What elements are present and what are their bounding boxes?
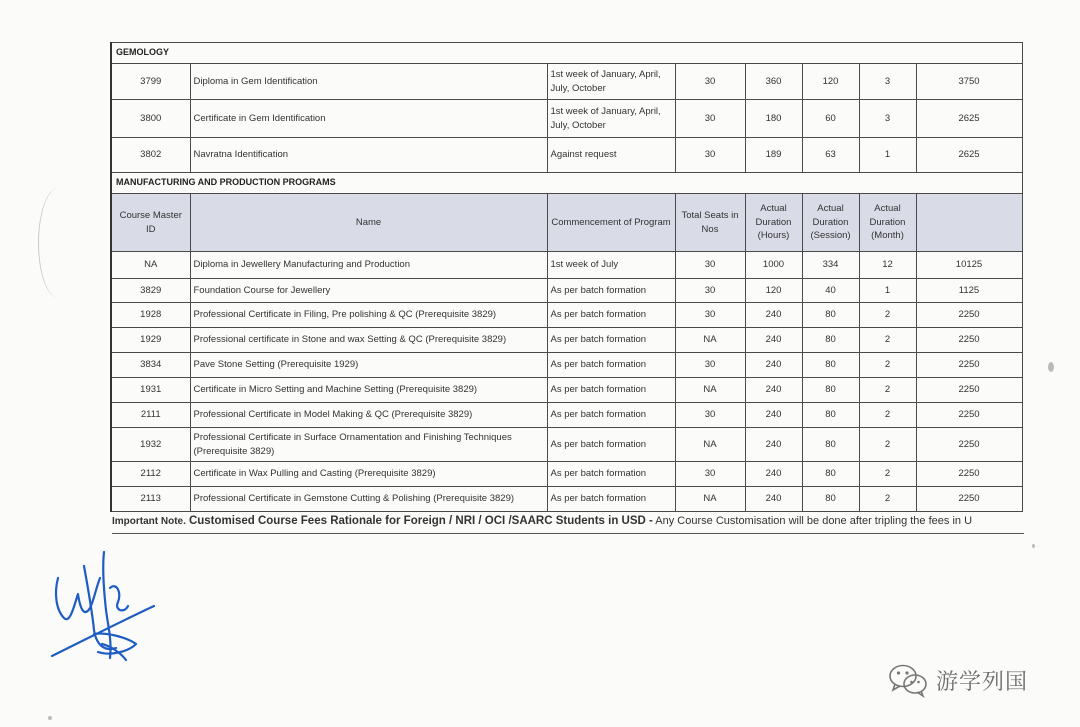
section-row-manufacturing xyxy=(111,173,1022,194)
cell-months: 2 xyxy=(859,462,916,487)
cell-commencement: Against request xyxy=(547,138,675,173)
watermark xyxy=(888,660,1028,700)
wechat-icon xyxy=(888,662,928,698)
table-row xyxy=(111,252,1022,279)
cell-id: 3799 xyxy=(111,64,190,100)
cell-seats: 30 xyxy=(675,252,745,279)
cell-sessions: 80 xyxy=(802,303,859,328)
cell-fee: 2250 xyxy=(916,403,1022,428)
cell-hours: 240 xyxy=(745,328,802,353)
cell-months: 2 xyxy=(859,328,916,353)
cell-fee: 2250 xyxy=(916,328,1022,353)
cell-sessions: 120 xyxy=(802,64,859,100)
table-row xyxy=(111,328,1022,353)
cell-id: 3829 xyxy=(111,279,190,303)
header-hours: Actual Duration (Hours) xyxy=(745,194,802,252)
cell-id: 1931 xyxy=(111,378,190,403)
cell-sessions: 80 xyxy=(802,328,859,353)
cell-id: 3800 xyxy=(111,100,190,138)
watermark-text: 游学列国 xyxy=(936,669,1029,695)
cell-seats: 30 xyxy=(675,303,745,328)
cell-fee: 1125 xyxy=(916,279,1022,303)
cell-seats: 30 xyxy=(675,100,745,138)
table-row xyxy=(111,303,1022,328)
cell-seats: NA xyxy=(675,428,745,462)
table-row xyxy=(111,279,1022,303)
important-note xyxy=(112,515,1024,534)
header-commencement: Commencement of Program xyxy=(547,194,675,252)
cell-months: 2 xyxy=(859,353,916,378)
section-title-gemology: GEMOLOGY xyxy=(111,43,1022,64)
table-row xyxy=(111,403,1022,428)
cell-hours: 180 xyxy=(745,100,802,138)
header-fee xyxy=(916,194,1022,252)
cell-fee: 10125 xyxy=(916,252,1022,279)
cell-id: 2111 xyxy=(111,403,190,428)
cell-fee: 2250 xyxy=(916,487,1022,512)
table-row xyxy=(111,487,1022,512)
cell-seats: 30 xyxy=(675,403,745,428)
cell-months: 2 xyxy=(859,303,916,328)
cell-name: Certificate in Wax Pulling and Casting (Prerequisite 3829) xyxy=(190,462,547,487)
cell-name: Professional Certificate in Filing, Pre polishing & QC (Prerequisite 3829) xyxy=(190,303,547,328)
cell-fee: 2250 xyxy=(916,428,1022,462)
cell-hours: 240 xyxy=(745,428,802,462)
cell-commencement: As per batch formation xyxy=(547,303,675,328)
cell-commencement: As per batch formation xyxy=(547,279,675,303)
table-header-row xyxy=(111,194,1022,252)
cell-id: 3802 xyxy=(111,138,190,173)
table-row xyxy=(111,428,1022,462)
cell-commencement: 1st week of January, April, July, October xyxy=(547,100,675,138)
header-id: Course Master ID xyxy=(111,194,190,252)
cell-fee: 3750 xyxy=(916,64,1022,100)
table-row xyxy=(111,353,1022,378)
header-sessions: Actual Duration (Session) xyxy=(802,194,859,252)
cell-id: 2113 xyxy=(111,487,190,512)
cell-seats: 30 xyxy=(675,462,745,487)
section-title-manufacturing: MANUFACTURING AND PRODUCTION PROGRAMS xyxy=(111,173,1022,194)
note-rest-text: Any Course Customisation will be done after tripling the fees in U xyxy=(655,515,973,527)
cell-commencement: As per batch formation xyxy=(547,487,675,512)
cell-months: 3 xyxy=(859,64,916,100)
cell-name: Certificate in Gem Identification xyxy=(190,100,547,138)
header-seats: Total Seats in Nos xyxy=(675,194,745,252)
cell-name: Navratna Identification xyxy=(190,138,547,173)
cell-hours: 240 xyxy=(745,353,802,378)
cell-id: 3834 xyxy=(111,353,190,378)
fee-table-page xyxy=(110,42,1021,512)
note-bold-text: Customised Course Fees Rationale for Foreign / NRI / OCI /SAARC Students in USD - xyxy=(188,515,653,527)
cell-id: NA xyxy=(111,252,190,279)
cell-name: Foundation Course for Jewellery xyxy=(190,279,547,303)
cell-name: Diploma in Gem Identification xyxy=(190,64,547,100)
table-row xyxy=(111,462,1022,487)
table-row xyxy=(111,100,1022,138)
cell-commencement: As per batch formation xyxy=(547,428,675,462)
cell-months: 3 xyxy=(859,100,916,138)
scan-speck xyxy=(48,716,52,720)
cell-months: 2 xyxy=(859,487,916,512)
cell-months: 2 xyxy=(859,428,916,462)
cell-name: Diploma in Jewellery Manufacturing and Production xyxy=(190,252,547,279)
cell-months: 2 xyxy=(859,403,916,428)
cell-id: 2112 xyxy=(111,462,190,487)
table-row xyxy=(111,378,1022,403)
cell-commencement: As per batch formation xyxy=(547,462,675,487)
cell-sessions: 80 xyxy=(802,353,859,378)
scan-speck xyxy=(1032,544,1035,548)
cell-months: 2 xyxy=(859,378,916,403)
cell-sessions: 80 xyxy=(802,462,859,487)
cell-commencement: As per batch formation xyxy=(547,328,675,353)
cell-sessions: 63 xyxy=(802,138,859,173)
cell-sessions: 80 xyxy=(802,403,859,428)
cell-hours: 1000 xyxy=(745,252,802,279)
cell-name: Pave Stone Setting (Prerequisite 1929) xyxy=(190,353,547,378)
cell-id: 1928 xyxy=(111,303,190,328)
cell-months: 1 xyxy=(859,279,916,303)
cell-fee: 2625 xyxy=(916,138,1022,173)
cell-months: 12 xyxy=(859,252,916,279)
cell-seats: 30 xyxy=(675,64,745,100)
table-row xyxy=(111,138,1022,173)
cell-commencement: As per batch formation xyxy=(547,353,675,378)
cell-fee: 2625 xyxy=(916,100,1022,138)
table-row xyxy=(111,64,1022,100)
cell-name: Professional certificate in Stone and wax Setting & QC (Prerequisite 3829) xyxy=(190,328,547,353)
cell-hours: 240 xyxy=(745,403,802,428)
cell-fee: 2250 xyxy=(916,462,1022,487)
cell-sessions: 80 xyxy=(802,487,859,512)
cell-sessions: 80 xyxy=(802,428,859,462)
cell-sessions: 40 xyxy=(802,279,859,303)
cell-hours: 120 xyxy=(745,279,802,303)
cell-seats: 30 xyxy=(675,353,745,378)
section-row-gemology xyxy=(111,43,1022,64)
cell-months: 1 xyxy=(859,138,916,173)
cell-id: 1932 xyxy=(111,428,190,462)
cell-hours: 240 xyxy=(745,303,802,328)
header-name: Name xyxy=(190,194,547,252)
cell-seats: 30 xyxy=(675,279,745,303)
cell-commencement: 1st week of July xyxy=(547,252,675,279)
course-fee-table xyxy=(110,42,1023,512)
note-lead: Important Note. xyxy=(112,516,186,527)
cell-commencement: 1st week of January, April, July, October xyxy=(547,64,675,100)
cell-hours: 189 xyxy=(745,138,802,173)
cell-name: Professional Certificate in Surface Ornamentation and Finishing Techniques (Prerequisite 3829) xyxy=(190,428,547,462)
cell-sessions: 80 xyxy=(802,378,859,403)
cell-name: Professional Certificate in Model Making & QC (Prerequisite 3829) xyxy=(190,403,547,428)
cell-hours: 360 xyxy=(745,64,802,100)
cell-commencement: As per batch formation xyxy=(547,378,675,403)
cell-seats: NA xyxy=(675,328,745,353)
cell-hours: 240 xyxy=(745,487,802,512)
cell-fee: 2250 xyxy=(916,303,1022,328)
cell-commencement: As per batch formation xyxy=(547,403,675,428)
cell-seats: NA xyxy=(675,487,745,512)
cell-seats: NA xyxy=(675,378,745,403)
cell-hours: 240 xyxy=(745,462,802,487)
scan-edge-mark xyxy=(38,188,79,298)
scan-speck xyxy=(1048,362,1054,372)
cell-fee: 2250 xyxy=(916,353,1022,378)
cell-fee: 2250 xyxy=(916,378,1022,403)
cell-name: Certificate in Micro Setting and Machine Setting (Prerequisite 3829) xyxy=(190,378,547,403)
header-months: Actual Duration (Month) xyxy=(859,194,916,252)
signature-icon xyxy=(44,548,159,688)
cell-sessions: 60 xyxy=(802,100,859,138)
cell-hours: 240 xyxy=(745,378,802,403)
cell-sessions: 334 xyxy=(802,252,859,279)
cell-name: Professional Certificate in Gemstone Cutting & Polishing (Prerequisite 3829) xyxy=(190,487,547,512)
cell-id: 1929 xyxy=(111,328,190,353)
cell-seats: 30 xyxy=(675,138,745,173)
